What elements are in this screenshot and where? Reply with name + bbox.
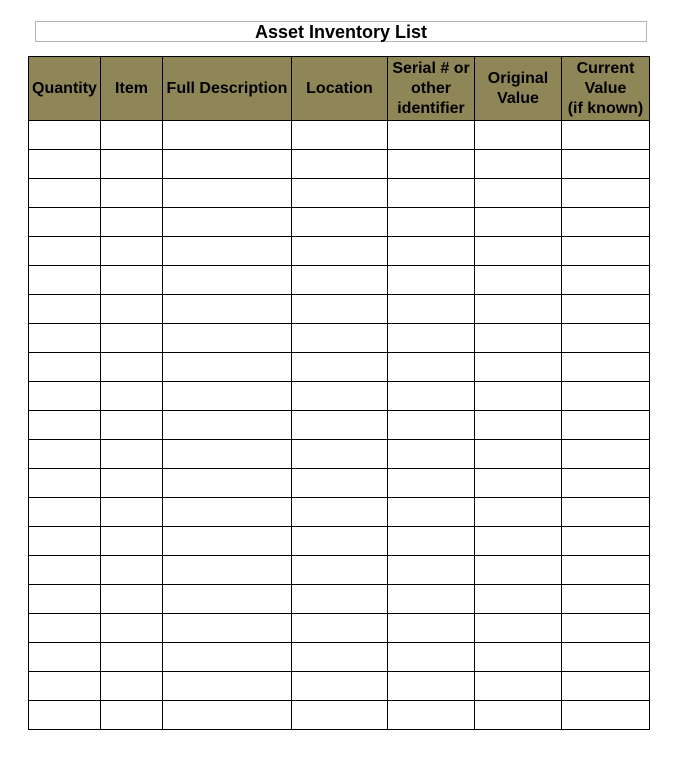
table-cell[interactable] — [388, 150, 475, 179]
table-row — [29, 585, 650, 614]
table-cell[interactable] — [101, 498, 163, 527]
table-cell[interactable] — [292, 237, 388, 266]
table-cell[interactable] — [163, 701, 292, 730]
table-cell[interactable] — [562, 527, 650, 556]
table-cell[interactable] — [29, 411, 101, 440]
table-cell[interactable] — [562, 121, 650, 150]
table-cell[interactable] — [562, 643, 650, 672]
asset-inventory-table — [28, 56, 650, 730]
table-cell[interactable] — [388, 411, 475, 440]
table-cell[interactable] — [475, 614, 562, 643]
table-cell[interactable] — [388, 266, 475, 295]
table-cell[interactable] — [163, 150, 292, 179]
table-cell[interactable] — [562, 440, 650, 469]
table-cell[interactable] — [29, 382, 101, 411]
table-cell[interactable] — [101, 150, 163, 179]
table-cell[interactable] — [29, 701, 101, 730]
table-cell[interactable] — [562, 701, 650, 730]
table-cell[interactable] — [29, 498, 101, 527]
table-cell[interactable] — [292, 672, 388, 701]
table-cell[interactable] — [388, 295, 475, 324]
table-cell[interactable] — [292, 701, 388, 730]
table-cell[interactable] — [29, 295, 101, 324]
table-row — [29, 237, 650, 266]
table-cell[interactable] — [101, 353, 163, 382]
table-cell[interactable] — [101, 237, 163, 266]
table-cell[interactable] — [101, 701, 163, 730]
table-cell[interactable] — [475, 382, 562, 411]
table-cell[interactable] — [562, 469, 650, 498]
table-row — [29, 469, 650, 498]
table-cell[interactable] — [292, 266, 388, 295]
table-cell[interactable] — [562, 208, 650, 237]
table-cell[interactable] — [101, 672, 163, 701]
table-cell[interactable] — [163, 527, 292, 556]
table-cell[interactable] — [388, 672, 475, 701]
table-cell[interactable] — [29, 179, 101, 208]
table-cell[interactable] — [388, 353, 475, 382]
table-cell[interactable] — [29, 643, 101, 672]
table-cell[interactable] — [562, 324, 650, 353]
table-cell[interactable] — [101, 440, 163, 469]
table-cell[interactable] — [475, 411, 562, 440]
column-header-location: Location — [292, 57, 388, 121]
table-cell[interactable] — [388, 585, 475, 614]
table-row — [29, 498, 650, 527]
table-cell[interactable] — [475, 295, 562, 324]
table-body — [29, 121, 650, 730]
table-cell[interactable] — [292, 527, 388, 556]
table-cell[interactable] — [388, 324, 475, 353]
table-row — [29, 643, 650, 672]
table-cell[interactable] — [388, 237, 475, 266]
table-cell[interactable] — [292, 295, 388, 324]
table-cell[interactable] — [475, 353, 562, 382]
table-row — [29, 382, 650, 411]
column-header-current-value: Current Value (if known) — [562, 57, 650, 121]
table-cell[interactable] — [163, 353, 292, 382]
table-cell[interactable] — [292, 469, 388, 498]
table-cell[interactable] — [29, 266, 101, 295]
column-header-item: Item — [101, 57, 163, 121]
table-cell[interactable] — [475, 672, 562, 701]
table-cell[interactable] — [101, 179, 163, 208]
table-cell[interactable] — [562, 382, 650, 411]
table-cell[interactable] — [163, 614, 292, 643]
table-cell[interactable] — [292, 585, 388, 614]
table-cell[interactable] — [101, 266, 163, 295]
column-header-original-value: Original Value — [475, 57, 562, 121]
table-cell[interactable] — [29, 469, 101, 498]
table-cell[interactable] — [163, 266, 292, 295]
table-row — [29, 121, 650, 150]
table-cell[interactable] — [475, 237, 562, 266]
table-cell[interactable] — [29, 614, 101, 643]
table-cell[interactable] — [163, 585, 292, 614]
sheet-title: Asset Inventory List — [35, 21, 647, 42]
table-cell[interactable] — [292, 643, 388, 672]
table-cell[interactable] — [101, 411, 163, 440]
table-cell[interactable] — [292, 353, 388, 382]
table-cell[interactable] — [388, 208, 475, 237]
table-row — [29, 179, 650, 208]
table-cell[interactable] — [562, 353, 650, 382]
table-cell[interactable] — [29, 353, 101, 382]
table-cell[interactable] — [388, 614, 475, 643]
table-cell[interactable] — [163, 672, 292, 701]
table-cell[interactable] — [475, 527, 562, 556]
table-cell[interactable] — [163, 643, 292, 672]
table-cell[interactable] — [163, 411, 292, 440]
column-header-serial-identifier: Serial # or other identifier — [388, 57, 475, 121]
table-cell[interactable] — [101, 614, 163, 643]
table-cell[interactable] — [475, 556, 562, 585]
table-cell[interactable] — [29, 440, 101, 469]
table-cell[interactable] — [475, 179, 562, 208]
table-cell[interactable] — [388, 382, 475, 411]
table-cell[interactable] — [562, 179, 650, 208]
table-cell[interactable] — [29, 324, 101, 353]
table-cell[interactable] — [163, 556, 292, 585]
table-cell[interactable] — [562, 672, 650, 701]
table-cell[interactable] — [29, 237, 101, 266]
table-cell[interactable] — [475, 324, 562, 353]
table-cell[interactable] — [388, 179, 475, 208]
table-cell[interactable] — [388, 121, 475, 150]
table-cell[interactable] — [562, 614, 650, 643]
table-cell[interactable] — [163, 121, 292, 150]
table-cell[interactable] — [163, 498, 292, 527]
table-row — [29, 527, 650, 556]
table-cell[interactable] — [562, 237, 650, 266]
table-cell[interactable] — [562, 150, 650, 179]
table-cell[interactable] — [29, 208, 101, 237]
table-row — [29, 701, 650, 730]
table-cell[interactable] — [388, 527, 475, 556]
column-header-quantity: Quantity — [29, 57, 101, 121]
table-cell[interactable] — [101, 295, 163, 324]
table-row — [29, 353, 650, 382]
header-row — [29, 57, 650, 121]
table-cell[interactable] — [562, 295, 650, 324]
table-cell[interactable] — [388, 498, 475, 527]
table-cell[interactable] — [475, 208, 562, 237]
table-cell[interactable] — [475, 585, 562, 614]
table-row — [29, 295, 650, 324]
table-cell[interactable] — [292, 324, 388, 353]
column-header-full-description: Full Description — [163, 57, 292, 121]
table-cell[interactable] — [562, 266, 650, 295]
table-cell[interactable] — [475, 643, 562, 672]
table-cell[interactable] — [101, 585, 163, 614]
table-cell[interactable] — [292, 614, 388, 643]
table-cell[interactable] — [475, 150, 562, 179]
table-row — [29, 556, 650, 585]
table-cell[interactable] — [292, 121, 388, 150]
table-cell[interactable] — [163, 440, 292, 469]
table-row — [29, 208, 650, 237]
table-row — [29, 672, 650, 701]
table-cell[interactable] — [101, 208, 163, 237]
table-row — [29, 266, 650, 295]
table-cell[interactable] — [29, 556, 101, 585]
table-cell[interactable] — [388, 556, 475, 585]
table-cell[interactable] — [562, 411, 650, 440]
table-cell[interactable] — [29, 150, 101, 179]
table-cell[interactable] — [292, 440, 388, 469]
table-cell[interactable] — [163, 208, 292, 237]
table-cell[interactable] — [292, 179, 388, 208]
table-cell[interactable] — [292, 498, 388, 527]
table-cell[interactable] — [101, 121, 163, 150]
table-cell[interactable] — [101, 556, 163, 585]
table-row — [29, 150, 650, 179]
table-cell[interactable] — [475, 121, 562, 150]
table-cell[interactable] — [101, 382, 163, 411]
table-cell[interactable] — [101, 527, 163, 556]
table-cell[interactable] — [163, 382, 292, 411]
table-cell[interactable] — [388, 440, 475, 469]
table-row — [29, 440, 650, 469]
table-cell[interactable] — [292, 382, 388, 411]
table-cell[interactable] — [29, 585, 101, 614]
table-cell[interactable] — [101, 469, 163, 498]
table-cell[interactable] — [292, 556, 388, 585]
table-cell[interactable] — [163, 179, 292, 208]
table-cell[interactable] — [163, 237, 292, 266]
table-cell[interactable] — [163, 295, 292, 324]
table-cell[interactable] — [292, 411, 388, 440]
table-cell[interactable] — [562, 556, 650, 585]
table-cell[interactable] — [29, 672, 101, 701]
table-cell[interactable] — [388, 469, 475, 498]
table-row — [29, 411, 650, 440]
table-cell[interactable] — [388, 701, 475, 730]
table-cell[interactable] — [292, 150, 388, 179]
table-row — [29, 324, 650, 353]
table-cell[interactable] — [292, 208, 388, 237]
table-cell[interactable] — [101, 324, 163, 353]
table-cell[interactable] — [475, 266, 562, 295]
table-row — [29, 614, 650, 643]
table-cell[interactable] — [163, 469, 292, 498]
table-cell[interactable] — [388, 643, 475, 672]
table-cell[interactable] — [163, 324, 292, 353]
table-cell[interactable] — [475, 440, 562, 469]
table-cell[interactable] — [29, 121, 101, 150]
table-cell[interactable] — [29, 527, 101, 556]
table-cell[interactable] — [475, 701, 562, 730]
table-cell[interactable] — [562, 498, 650, 527]
table-cell[interactable] — [475, 498, 562, 527]
table-cell[interactable] — [101, 643, 163, 672]
table-cell[interactable] — [475, 469, 562, 498]
table-cell[interactable] — [562, 585, 650, 614]
